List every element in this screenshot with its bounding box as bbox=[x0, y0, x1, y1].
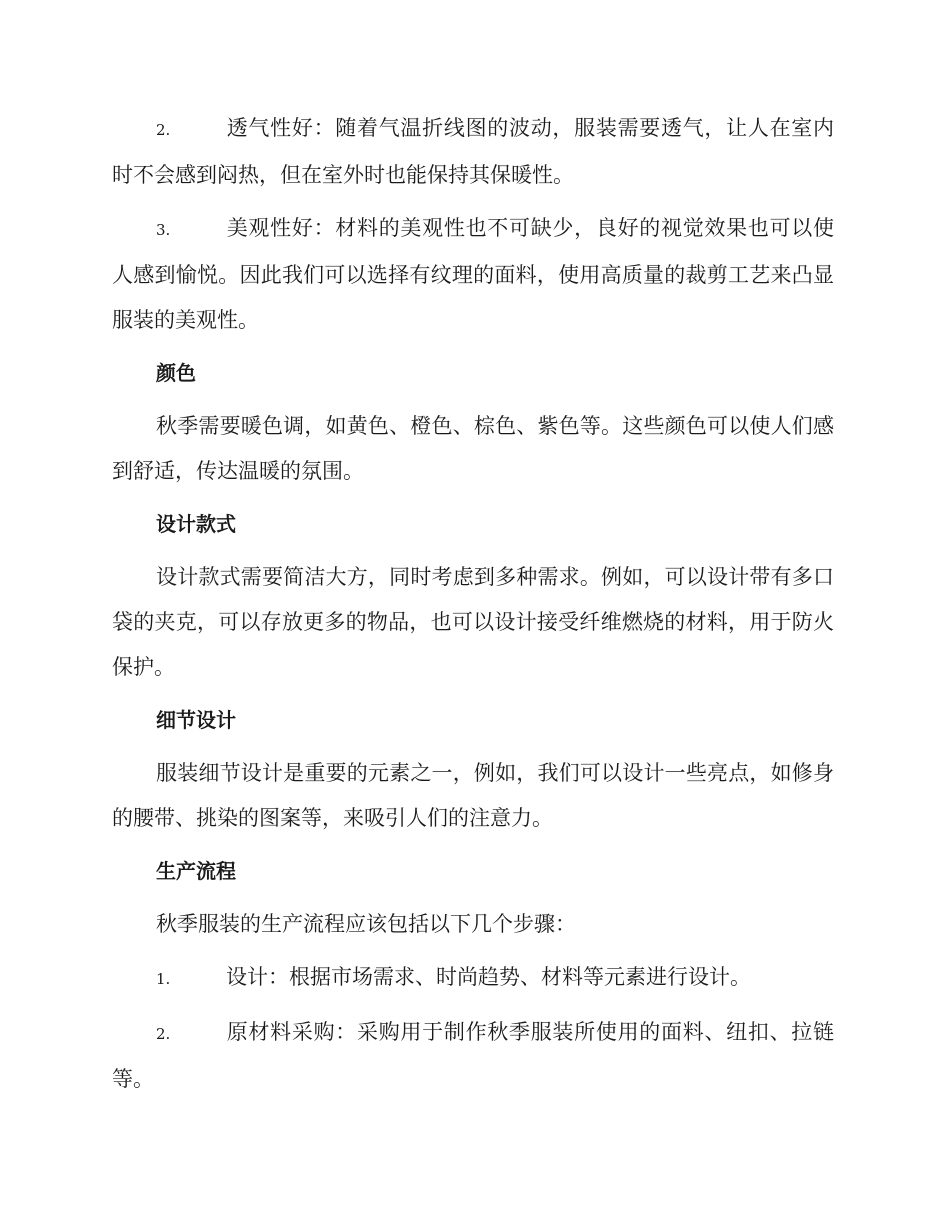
list-text: 原材料采购：采购用于制作秋季服装所使用的面料、纽扣、拉链等。 bbox=[112, 1020, 834, 1091]
paragraph-production: 秋季服装的生产流程应该包括以下几个步骤： bbox=[156, 912, 576, 936]
list-number: 3. bbox=[156, 221, 171, 239]
list-text: 透气性好：随着气温折线图的波动，服装需要透气，让人在室内时不会感到闷热，但在室外时也能保持其保暖性。 bbox=[112, 116, 834, 187]
list-text: 美观性好：材料的美观性也不可缺少，良好的视觉效果也可以使人感到愉悦。因此我们可以选择有纹理的面料，使用高质量的裁剪工艺来凸显服装的美观性。 bbox=[112, 216, 834, 332]
list-item-step-design bbox=[112, 955, 834, 1002]
paragraph-detail: 服装细节设计是重要的元素之一，例如，我们可以设计一些亮点，如修身的腰带、挑染的图案等，来吸引人们的注意力。 bbox=[112, 761, 834, 830]
list-number: 2. bbox=[156, 121, 171, 139]
section-heading-style: 设计款式 bbox=[156, 512, 236, 536]
paragraph-color: 秋季需要暖色调，如黄色、橙色、棕色、紫色等。这些颜色可以使人们感到舒适，传达温暖的氛围。 bbox=[112, 414, 834, 483]
section-heading-production: 生产流程 bbox=[156, 859, 236, 883]
section-heading-color: 颜色 bbox=[156, 361, 196, 385]
list-text: 设计：根据市场需求、时尚趋势、材料等元素进行设计。 bbox=[226, 965, 751, 989]
list-number: 2. bbox=[156, 1025, 171, 1043]
list-item-breathability bbox=[112, 106, 834, 198]
paragraph-style: 设计款式需要简洁大方，同时考虑到多种需求。例如，可以设计带有多口袋的夹克，可以存放更多的物品，也可以设计接受纤维燃烧的材料，用于防火保护。 bbox=[112, 565, 834, 679]
section-heading-detail: 细节设计 bbox=[156, 708, 236, 732]
list-number: 1. bbox=[156, 970, 171, 988]
list-item-step-procurement bbox=[112, 1010, 834, 1102]
document-page bbox=[112, 106, 834, 1110]
list-item-appearance bbox=[112, 206, 834, 343]
